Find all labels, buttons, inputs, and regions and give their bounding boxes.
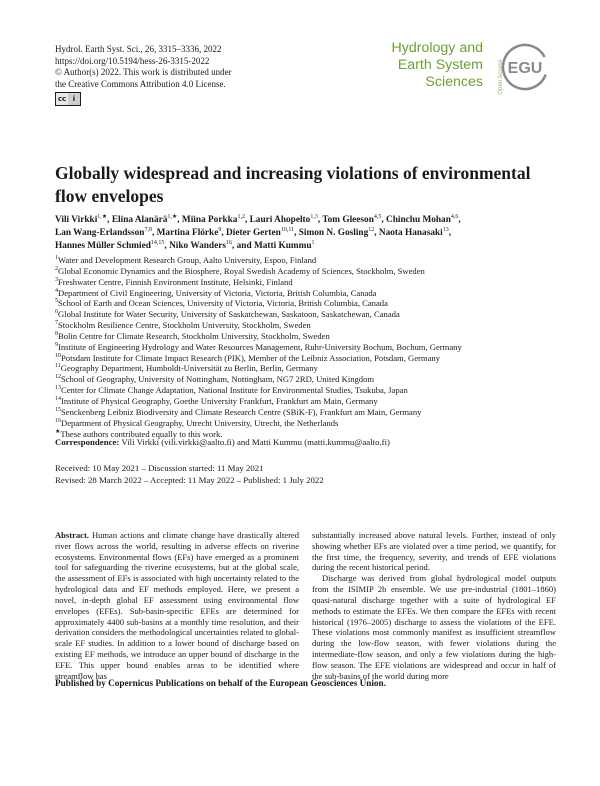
author-affiliation-marker: 16 bbox=[225, 240, 232, 247]
attribution-icon: i bbox=[68, 93, 80, 105]
author-affiliation-marker: 1,2 bbox=[237, 213, 245, 220]
author-name-text: Miina Porkka bbox=[181, 215, 238, 225]
author-affiliation-marker: 12 bbox=[368, 227, 375, 234]
author-affiliation-marker: 7,8 bbox=[144, 227, 152, 234]
egu-logo-text: EGU bbox=[507, 60, 543, 77]
abstract-text: Human actions and climate change have drastically altered river flows across the world, resulting in adverse effects on riverine ecosystems. Environmental flows (EFs) have emerged as a prominent tool for safeguarding the riverine ecosystems, but at the global scale, the assessment of EFs is associated with high uncertainty related to the hydrological data and EF methods employed. Here, we present a novel, in-depth global EF assessment using environmental flow envelopes (EFEs). Sub-basin-specific EFEs are determined for approximately 4400 sub-basins at a monthly time resolution, and their derivation considers the methodological uncertainties related to global-scale EF studies. In addition to a lower bound of discharge based on existing EF methods, we introduce an upper bound of discharge in the EFE. This upper bound enables areas to be identified where streamflow has bbox=[55, 530, 299, 681]
affiliation-item bbox=[55, 353, 555, 364]
author-affiliation-marker: 9 bbox=[218, 227, 222, 234]
author-name bbox=[386, 215, 458, 225]
correspondence bbox=[55, 437, 390, 447]
author-affiliation-marker: 1,3 bbox=[310, 213, 318, 220]
abstract-right-column bbox=[312, 530, 556, 681]
author-name-text: Matti Kummu bbox=[253, 241, 312, 252]
affiliation-item bbox=[55, 298, 555, 309]
affiliation-item bbox=[55, 385, 555, 396]
author-name-text: Vili Virkki bbox=[55, 215, 98, 225]
affiliation-number: 13 bbox=[55, 385, 61, 392]
affiliation-text: Water and Development Research Group, Aalto University, Espoo, Finland bbox=[58, 255, 317, 265]
affiliation-text: School of Geography, University of Nottingham, Nottingham, NG7 2RD, United Kingdom bbox=[61, 374, 375, 385]
affiliation-number: 5 bbox=[55, 298, 58, 305]
affiliation-item bbox=[55, 320, 555, 331]
author-affiliation-marker: 14,15 bbox=[150, 240, 165, 247]
title-line: flow envelopes bbox=[55, 186, 164, 206]
affiliation-item bbox=[55, 396, 555, 407]
affiliation-item bbox=[55, 418, 555, 429]
affiliation-text: Stockholm Resilience Centre, Stockholm University, Stockholm, Sweden bbox=[58, 320, 311, 331]
author-affiliation-marker: 13 bbox=[442, 227, 449, 234]
author-name bbox=[55, 215, 107, 225]
author-name-text: Tom Gleeson bbox=[322, 215, 374, 225]
author-name-text: Naota Hanasaki bbox=[378, 228, 443, 239]
author-name-text: Elina Alanärä bbox=[111, 215, 168, 225]
affiliation-number: 1 bbox=[55, 255, 58, 262]
author-affiliation-marker: 1 bbox=[311, 240, 315, 247]
affiliation-text: These authors contributed equally to this work. bbox=[60, 428, 223, 439]
author-name-text: Simon N. Gosling bbox=[298, 228, 369, 239]
affiliation-number: 15 bbox=[55, 406, 61, 413]
affiliation-number: 9 bbox=[55, 341, 58, 348]
author-affiliation-marker: 1,★ bbox=[167, 213, 178, 220]
author-affiliation-marker: 4,6 bbox=[450, 213, 459, 220]
author-name bbox=[322, 215, 381, 225]
article-title bbox=[55, 162, 555, 208]
revised-line: Revised: 28 March 2022 – Accepted: 11 May 2022 – Published: 1 July 2022 bbox=[55, 475, 324, 485]
affiliation-text: Senckenberg Leibniz Biodiversity and Climate Research Centre (SBiK-F), Frankfurt am Main, Germany bbox=[61, 406, 422, 417]
cc-icon: cc bbox=[57, 95, 67, 104]
affiliation-text: Freshwater Centre, Finnish Environment Institute, Helsinki, Finland bbox=[58, 276, 293, 287]
affiliation-text: Global Institute for Water Security, University of Saskatchewan, Saskatoon, Saskatchewan, Canada bbox=[58, 309, 400, 320]
author-name-text: Chinchu Mohan bbox=[386, 215, 451, 225]
author-name bbox=[254, 241, 315, 251]
affiliation-text: Geography Department, Humboldt-Universität zu Berlin, Berlin, Germany bbox=[60, 363, 318, 374]
affiliation-text: Potsdam Institute for Climate Impact Research (PIK), Member of the Leibniz Association, Potsdam, Germany bbox=[61, 352, 440, 363]
cc-by-license-icon[interactable] bbox=[55, 92, 81, 106]
author-name-text: Dieter Gerten bbox=[226, 228, 281, 239]
affiliation-number: 7 bbox=[55, 320, 58, 327]
author-name-text: Lan Wang-Erlandsson bbox=[55, 228, 145, 239]
affiliation-item bbox=[55, 309, 555, 320]
affiliation-item bbox=[55, 266, 555, 277]
affiliation-text: Institute of Engineering Hydrology and Water Resources Management, Ruhr-University Bochum, Bochum, Germany bbox=[58, 341, 462, 352]
egu-logo-icon bbox=[500, 42, 550, 92]
license-line: the Creative Commons Attribution 4.0 License. bbox=[55, 78, 226, 89]
journal-name-line: Sciences bbox=[425, 74, 483, 90]
citation-line: Hydrol. Earth Syst. Sci., 26, 3315–3336, 2022 bbox=[55, 44, 222, 54]
affiliation-number: 8 bbox=[55, 331, 58, 338]
affiliation-text: Global Economic Dynamics and the Biosphere, Royal Swedish Academy of Sciences, Stockholm, Sweden bbox=[58, 265, 425, 276]
author-name bbox=[55, 228, 152, 238]
affiliation-text: Department of Civil Engineering, University of Victoria, Victoria, British Columbia, Canada bbox=[58, 287, 377, 298]
affiliation-item bbox=[55, 374, 555, 385]
affiliation-item bbox=[55, 331, 555, 342]
affiliation-text: Institute of Physical Geography, Goethe University Frankfurt, Frankfurt am Main, Germany bbox=[61, 395, 378, 406]
affiliation-item bbox=[55, 277, 555, 288]
author-name bbox=[55, 241, 164, 251]
abstract-paragraph: Discharge was derived from global hydrological model outputs from the ISIMIP 2b ensemble. We use pre-industrial (1801–1860) quasi-natural discharge together with a suite of hydrological EF methods to estimate the EFEs. We then compare the EFEs with recent historical (1976–2005) discharge to assess the violations of the EFE. These violations most commonly manifest as insufficient streamflow during the low-flow season, with fewer violations during the intermediate-flow season, and only a few violations during the high-flow season. The EFE violations are widespread and occur in half of the sub-basins of the world during more bbox=[312, 573, 556, 681]
affiliation-item bbox=[55, 255, 555, 266]
affiliation-number: 2 bbox=[55, 265, 58, 272]
author-name bbox=[182, 215, 245, 225]
abstract-label: Abstract. bbox=[55, 530, 89, 540]
author-affiliation-marker: 1,★ bbox=[97, 213, 108, 220]
affiliation-item bbox=[55, 288, 555, 299]
author-name bbox=[250, 215, 318, 225]
author-name-text: Niko Wanders bbox=[169, 241, 226, 252]
author-name-text: Martina Flörke bbox=[156, 228, 219, 239]
author-name bbox=[379, 228, 449, 238]
affiliation-text: School of Earth and Ocean Sciences, University of Victoria, Victoria, British Columbia, Canada bbox=[58, 298, 388, 309]
affiliation-list bbox=[55, 255, 555, 439]
author-name bbox=[169, 241, 232, 251]
publication-dates bbox=[55, 462, 324, 486]
affiliation-number: 14 bbox=[55, 396, 61, 403]
affiliation-item bbox=[55, 407, 555, 418]
author-name-text: Lauri Ahopelto bbox=[249, 215, 311, 225]
author-name bbox=[157, 228, 222, 238]
title-line: Globally widespread and increasing violations of environmental bbox=[55, 163, 531, 183]
affiliation-text: Department of Physical Geography, Utrecht University, Utrecht, the Netherlands bbox=[61, 417, 339, 428]
journal-name bbox=[378, 40, 483, 91]
author-affiliation-marker: 10,11 bbox=[280, 227, 295, 234]
affiliation-number: 11 bbox=[55, 363, 61, 370]
correspondence-text: Vili Virkki (vili.virkki@aalto.fi) and Matti Kummu (matti.kummu@aalto.fi) bbox=[121, 437, 390, 447]
affiliation-number: 3 bbox=[55, 276, 58, 283]
journal-name-line: Earth System bbox=[397, 57, 483, 73]
affiliation-number: 10 bbox=[55, 352, 61, 359]
copyright-line: © Author(s) 2022. This work is distributed under bbox=[55, 67, 232, 78]
journal-name-line: Hydrology and bbox=[391, 40, 483, 56]
affiliation-number: 16 bbox=[55, 417, 61, 424]
author-name bbox=[299, 228, 375, 238]
affiliation-text: Bolin Centre for Climate Research, Stockholm University, Stockholm, Sweden bbox=[58, 330, 330, 341]
affiliation-item bbox=[55, 342, 555, 353]
affiliation-number: 4 bbox=[55, 287, 58, 294]
affiliation-number: 12 bbox=[55, 374, 61, 381]
publisher-footer: Published by Copernicus Publications on behalf of the European Geosciences Union. bbox=[55, 678, 386, 688]
correspondence-label: Correspondence: bbox=[55, 437, 120, 447]
affiliation-number: 6 bbox=[55, 309, 58, 316]
author-name-text: Hannes Müller Schmied bbox=[55, 241, 151, 252]
author-name bbox=[112, 215, 177, 225]
affiliation-text: Center for Climate Change Adaptation, National Institute for Environmental Studies, Tsukuba, Japan bbox=[61, 385, 408, 396]
affiliation-item bbox=[55, 363, 555, 374]
author-list: Vili Virkki$^{1,★}$, Elina Alanärä$^{1,★}$, Miina Porkka$^{1,2}$, Lauri Ahopelto$^{1,3}$, Tom Gleeson$^{4,5}$, Chinchu Mohan$^{4,6}$, Lan Wang-Erlandsson$^{7,8}$, Martina Flörke$^9$, Dieter Gerten$^{10,11}$, Simon N. Gosling$^{12}$, Naota Hanasaki$^{13}$, Hannes Müller Schmied$^{14,15}$, Niko Wanders$^{16}$, and Matti Kummu$^1$ bbox=[55, 213, 461, 252]
abstract-paragraph: substantially increased above natural levels. Further, instead of only showing whether EFs are violated over a time period, we quantify, for the first time, the frequency, severity, and trends of EFE violations during the recent historical period. bbox=[312, 530, 556, 573]
citation-block bbox=[55, 44, 232, 106]
open-access-label: Open Access bbox=[498, 59, 504, 95]
author-name bbox=[226, 228, 294, 238]
received-line: Received: 10 May 2021 – Discussion started: 11 May 2021 bbox=[55, 463, 264, 473]
doi-link[interactable]: https://doi.org/10.5194/hess-26-3315-2022 bbox=[55, 55, 210, 66]
affiliation-number: ★ bbox=[55, 428, 61, 435]
abstract-left-column bbox=[55, 530, 299, 681]
author-affiliation-marker: 4,5 bbox=[373, 213, 382, 220]
